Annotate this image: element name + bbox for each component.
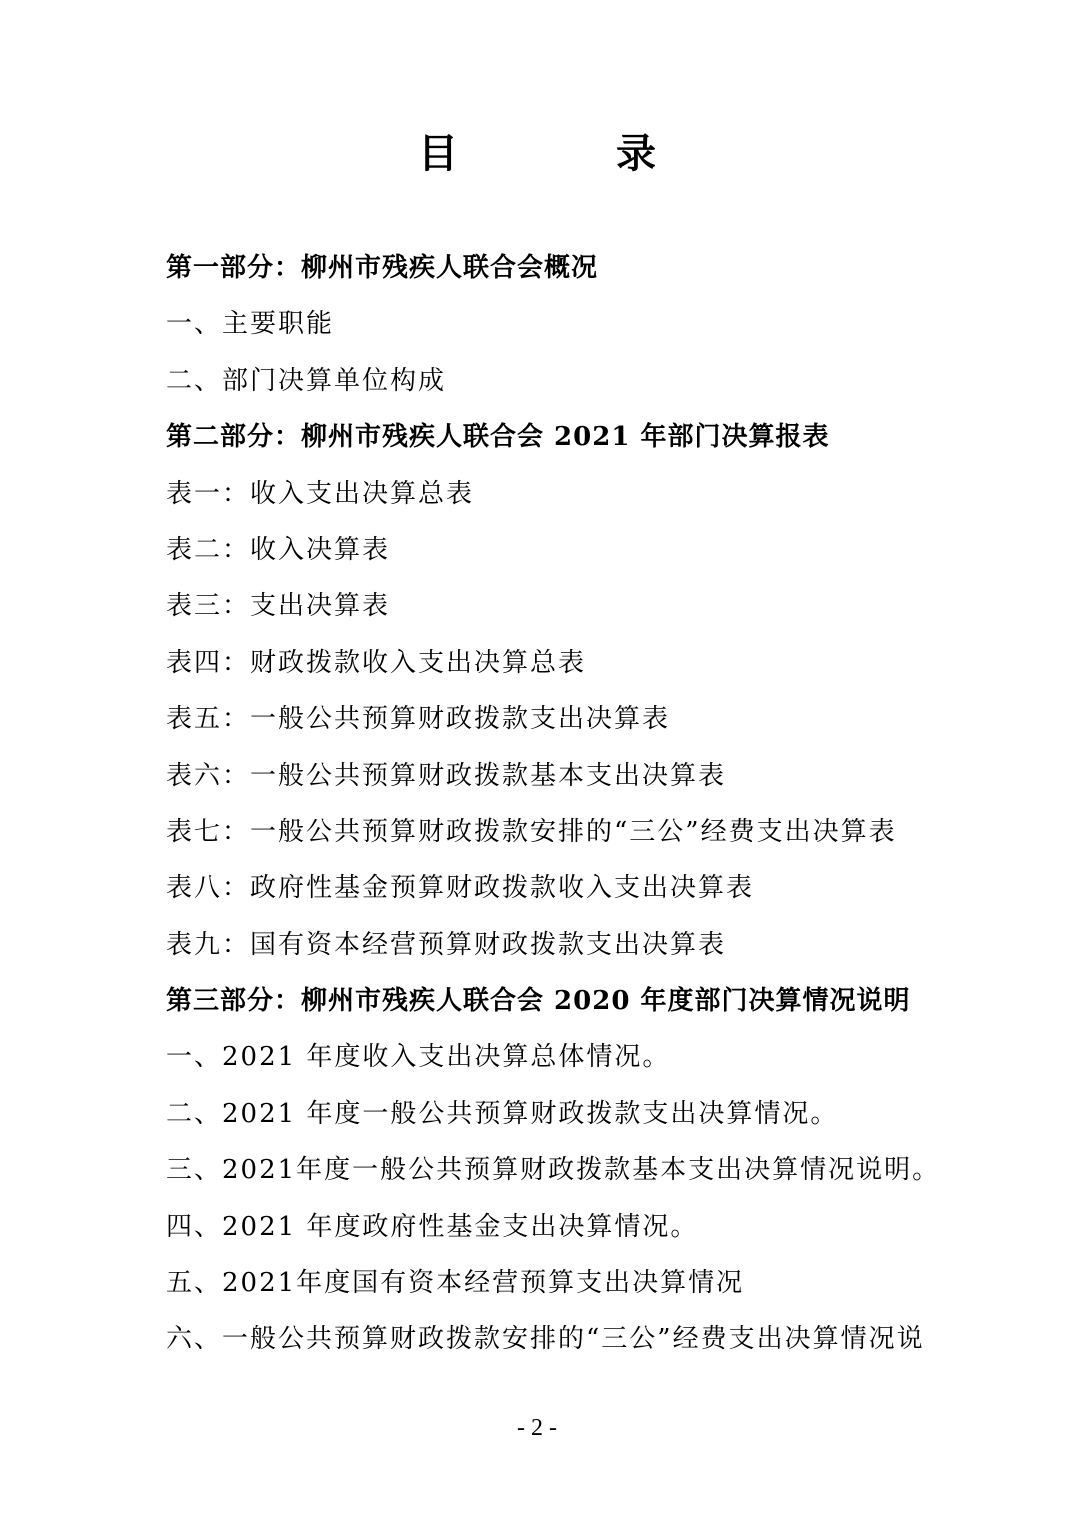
toc-entry: 六、一般公共预算财政拨款安排的“三公”经费支出决算情况说 (166, 1324, 925, 1355)
toc-entry: 三、2021年度一般公共预算财政拨款基本支出决算情况说明。 (166, 1155, 941, 1186)
toc-entry: 二、2021 年度一般公共预算财政拨款支出决算情况。 (166, 1098, 839, 1129)
toc-entry: 一、2021 年度收入支出决算总体情况。 (166, 1042, 671, 1073)
page-title: 目 录 (418, 131, 728, 177)
toc-entry: 表七：一般公共预算财政拨款安排的“三公”经费支出决算表 (166, 816, 897, 847)
toc-entry: 表三：支出决算表 (166, 591, 391, 622)
table-of-contents (166, 246, 1026, 1374)
toc-part-3: 第三部分：柳州市残疾人联合会 2020 年度部门决算情况说明 (166, 986, 911, 1017)
toc-entry: 一、主要职能 (166, 309, 335, 340)
toc-entry: 表八：政府性基金预算财政拨款收入支出决算表 (166, 873, 755, 904)
toc-entry: 表四：财政拨款收入支出决算总表 (166, 647, 587, 678)
toc-entry: 表九：国有资本经营预算财政拨款支出决算表 (166, 929, 727, 960)
toc-entry: 表一：收入支出决算总表 (166, 478, 475, 509)
toc-part-2: 第二部分：柳州市残疾人联合会 2021 年部门决算报表 (166, 422, 830, 453)
toc-entry: 二、部门决算单位构成 (166, 365, 447, 396)
page-number: - 2 - (517, 1415, 557, 1441)
toc-entry: 表六：一般公共预算财政拨款基本支出决算表 (166, 760, 727, 791)
toc-entry: 四、2021 年度政府性基金支出决算情况。 (166, 1211, 699, 1242)
toc-entry: 表五：一般公共预算财政拨款支出决算表 (166, 704, 671, 735)
toc-entry: 五、2021年度国有资本经营预算支出决算情况 (166, 1268, 745, 1299)
toc-entry: 表二：收入决算表 (166, 534, 391, 565)
toc-part-1: 第一部分：柳州市残疾人联合会概况 (166, 253, 599, 283)
